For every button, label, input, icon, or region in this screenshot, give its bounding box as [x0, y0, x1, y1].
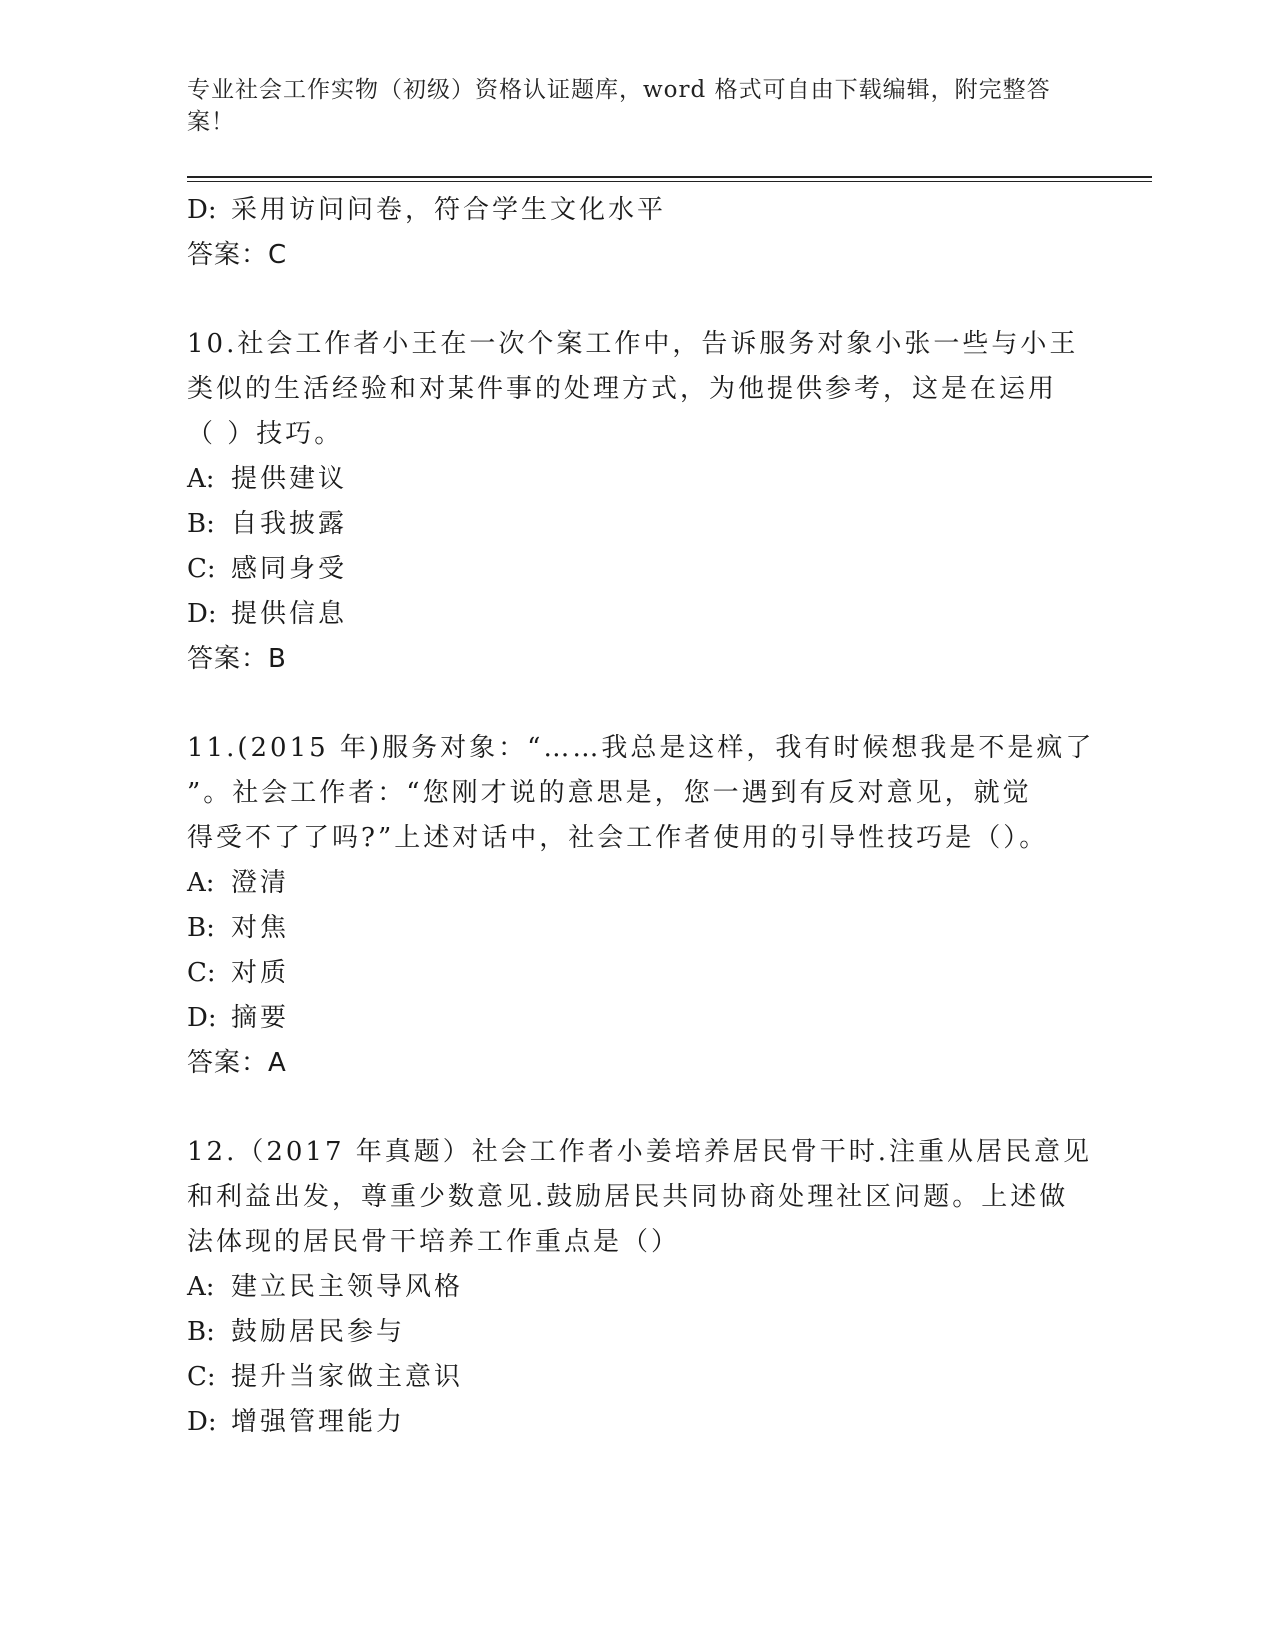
option-key: C: — [187, 958, 216, 988]
option-key: A: — [187, 1272, 215, 1302]
answer: 答案：B — [187, 644, 287, 674]
option-key: B: — [187, 913, 215, 943]
option-text: 提供信息 — [231, 599, 348, 629]
option-key: D: — [187, 1407, 217, 1437]
option-c — [187, 547, 1087, 592]
question-line: 10.社会工作者小王在一次个案工作中，告诉服务对象小张一些与小王 — [187, 329, 1079, 359]
option-b — [187, 906, 1087, 951]
option-d — [187, 592, 1087, 637]
question-line: 类似的生活经验和对某件事的处理方式，为他提供参考，这是在运用 — [187, 374, 1058, 404]
question-12 — [187, 1130, 1093, 1445]
question-line: 法体现的居民骨干培养工作重点是（） — [187, 1227, 681, 1257]
option-text: 对焦 — [231, 913, 290, 943]
option-key: C: — [187, 554, 216, 584]
option-text: 摘要 — [231, 1003, 290, 1033]
option-a — [187, 1265, 1087, 1310]
option-text: 对质 — [231, 958, 290, 988]
option-b — [187, 502, 1087, 547]
option-c — [187, 951, 1087, 996]
option-c — [187, 1355, 1087, 1400]
option-key: D: — [187, 599, 217, 629]
option-a — [187, 861, 1087, 906]
question-content — [187, 188, 1095, 1445]
option-text: 增强管理能力 — [231, 1407, 406, 1437]
header-rule-thin — [187, 181, 1152, 182]
option-key: A: — [187, 464, 215, 494]
option-text: 采用访问问卷，符合学生文化水平 — [231, 195, 667, 225]
option-text: 建立民主领导风格 — [231, 1272, 464, 1302]
option-key: A: — [187, 868, 215, 898]
question-line: 得受不了了吗?”上述对话中，社会工作者使用的引导性技巧是（）。 — [187, 823, 1049, 853]
page-header — [187, 74, 1067, 138]
option-text: 自我披露 — [231, 509, 348, 539]
option-a — [187, 457, 1087, 502]
prev-option-d — [187, 188, 1087, 233]
question-11 — [187, 726, 1095, 1086]
question-line: 11.(2015 年)服务对象：“……我总是这样，我有时候想我是不是疯了 — [187, 733, 1095, 763]
question-line: 和利益出发，尊重少数意见.鼓励居民共同协商处理社区问题。上述做 — [187, 1182, 1069, 1212]
option-text: 感同身受 — [231, 554, 348, 584]
question-line: （ ）技巧。 — [187, 419, 344, 449]
option-key: B: — [187, 509, 215, 539]
option-text: 澄清 — [231, 868, 290, 898]
option-key: D: — [187, 195, 217, 225]
option-text: 提升当家做主意识 — [231, 1362, 464, 1392]
question-10 — [187, 322, 1087, 682]
option-text: 鼓励居民参与 — [231, 1317, 406, 1347]
question-line: 12.（2017 年真题）社会工作者小姜培养居民骨干时.注重从居民意见 — [187, 1137, 1093, 1167]
option-key: C: — [187, 1362, 216, 1392]
prev-answer: 答案：C — [187, 240, 288, 270]
header-line-1: 专业社会工作实物（初级）资格认证题库，word 格式可自由下载编辑，附完整答 — [187, 77, 1051, 103]
option-d — [187, 996, 1087, 1041]
option-b — [187, 1310, 1087, 1355]
header-rule-thick — [187, 176, 1152, 178]
option-d — [187, 1400, 1087, 1445]
answer: 答案：A — [187, 1048, 287, 1078]
option-key: D: — [187, 1003, 217, 1033]
question-line: ”。社会工作者：“您刚才说的意思是，您一遇到有反对意见，就觉 — [187, 778, 1032, 808]
option-key: B: — [187, 1317, 215, 1347]
option-text: 提供建议 — [231, 464, 348, 494]
header-line-2: 案！ — [187, 109, 235, 135]
